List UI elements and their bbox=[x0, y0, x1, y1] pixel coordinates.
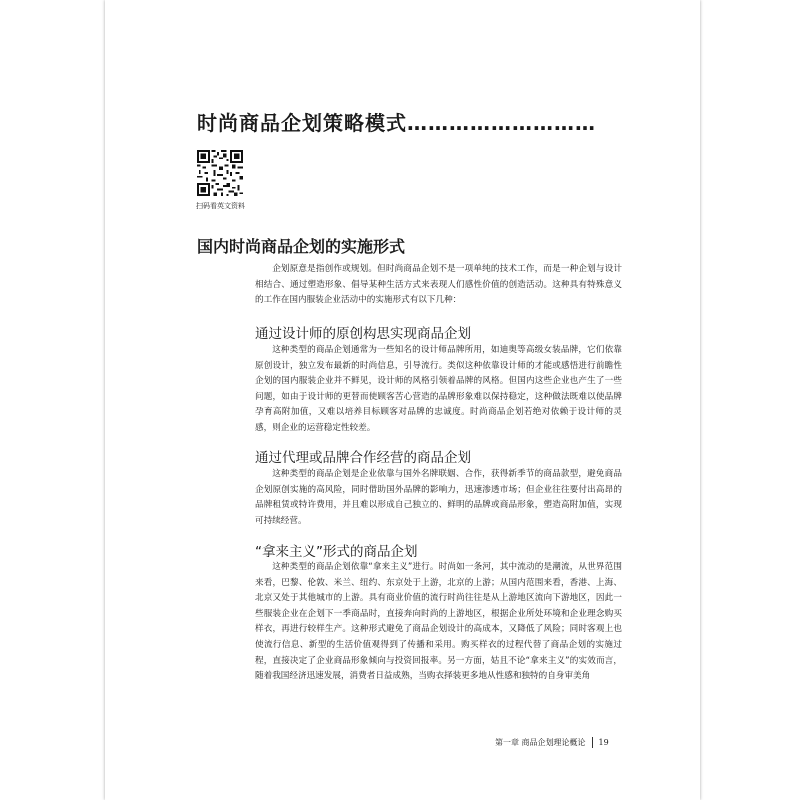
footer-divider bbox=[592, 737, 593, 748]
subsection-title: 通过设计师的原创构思实现商品企划 bbox=[255, 326, 471, 342]
book-page bbox=[105, 0, 700, 800]
footer-chapter: 第一章 商品企划理论概论 bbox=[495, 738, 586, 747]
subsection-title: “拿来主义”形式的商品企划 bbox=[255, 544, 418, 560]
qr-caption: 扫码看英文资料 bbox=[196, 202, 245, 210]
page-title: 时尚商品企划策略模式……………………… bbox=[197, 111, 596, 135]
page-footer bbox=[495, 737, 609, 748]
intro-paragraph: 企划原意是指创作或规划。但时尚商品企划不是一项单纯的技术工作，而是一种企划与设计相结合、通过塑造形象、倡导某种生活方式来表现人们感性价值的创造活动。这种具有特殊意义的工作在国内服装企业活动中的实施形式有以下几种： bbox=[255, 264, 622, 306]
subsection-body: 这种类型的商品企划依靠“拿来主义”进行。时尚如一条河，其中流动的是潮流，从世界范围来看，巴黎、伦敦、米兰、纽约、东京处于上游，北京的上游；从国内范围来看，香港、上海、北京又处于其他城市的上游。具有商业价值的流行时尚往往是从上游地区流向下游地区，因此一些服装企业在企划下一季商品时，直接奔向时尚的上游地区，根据企业所处环境和企业理念购买样衣，再进行较样生产。这种形式避免了商品企划设计的高成本，又降低了风险；同时客观上也使流行信息、新型的生活价值观得到了传播和采用。购买样衣的过程代替了商品企划的实施过程，直接决定了企业商品形象倾向与投资回报率。另一方面，姑且不论“拿来主义”的实效而言，随着我国经济迅速发展，消费者日益成熟，当购衣择装更多地从性感和独特的自身审美角 bbox=[255, 562, 622, 682]
section-title: 国内时尚商品企划的实施形式 bbox=[197, 237, 406, 256]
subsection-body: 这种类型的商品企划是企业依靠与国外名牌联姻、合作，获得新季节的商品款型，避免商品企划原创实施的高风险，同时借助国外品牌的影响力，迅速渗透市场；但企业往往要付出高昂的品牌租赁或特许费用，并且难以形成自己独立的、鲜明的品牌或商品形象，塑造高附加值，实现可持续经营。 bbox=[255, 469, 622, 526]
page-number: 19 bbox=[598, 738, 609, 747]
subsection-body: 这种类型的商品企划通常为一些知名的设计师品牌所用，如迪奥等高级女装品牌，它们依靠原创设计，独立发布最新的时尚信息，引导流行。类似这种依靠设计师的才能或感悟进行前瞻性企划的国内服装企业并不鲜见，设计师的风格引领着品牌的风格。但国内这些企业也产生了一些问题，如由于设计师的更替而使顾客苦心营造的品牌形象难以保持稳定，这种做法既难以使品牌孕育高附加值，又难以培养目标顾客对品牌的忠诚度。时尚商品企划若绝对依赖于设计师的灵感，则企业的运营稳定性较差。 bbox=[255, 345, 622, 433]
subsection-title: 通过代理或品牌合作经营的商品企划 bbox=[255, 450, 471, 466]
qr-code[interactable] bbox=[197, 150, 243, 196]
